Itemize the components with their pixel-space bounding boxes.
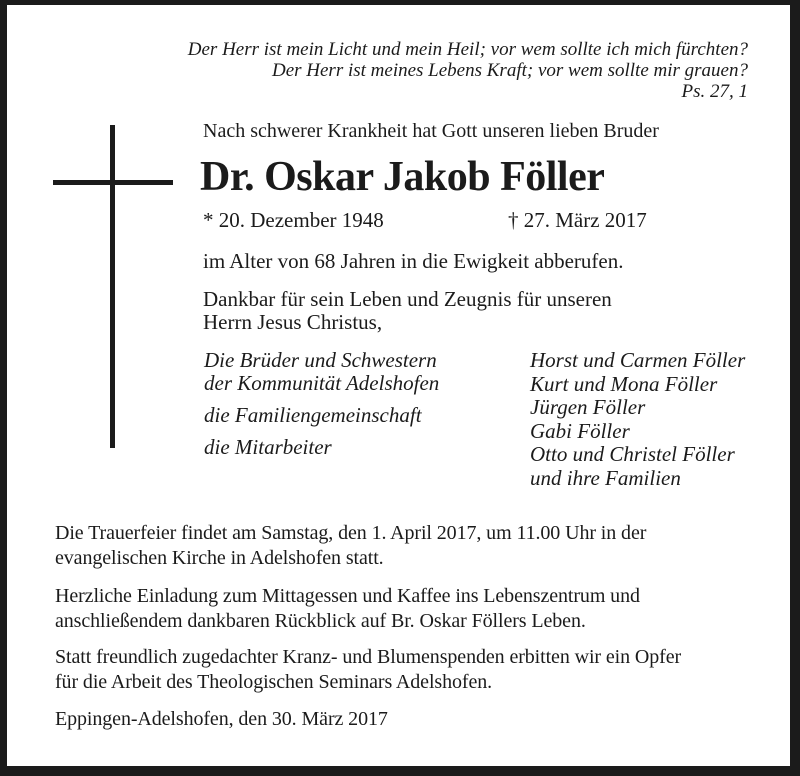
gratitude-lines [203, 288, 612, 334]
deceased-name: Dr. Oskar Jakob Föller [200, 154, 605, 200]
mourners-right-column [530, 349, 745, 491]
epigraph-line: Der Herr ist meines Lebens Kraft; vor wem sollte mir grauen? [271, 60, 748, 81]
mourner-line: der Kommunität Adelshofen [204, 371, 440, 395]
funeral-paragraph [55, 521, 646, 571]
donation-line: Statt freundlich zugedachter Kranz- und Blumenspenden erbitten wir ein Opfer [55, 646, 682, 668]
funeral-line: evangelischen Kirche in Adelshofen statt. [55, 547, 384, 569]
mourner-line: Horst und Carmen Föller [530, 348, 746, 372]
invitation-paragraph [55, 584, 640, 634]
announcement-intro: Nach schwerer Krankheit hat Gott unseren lieben Bruder [203, 120, 659, 142]
mourner-line: Otto und Christel Föller [530, 442, 735, 467]
cross-horizontal-bar [53, 180, 173, 185]
death-date: † 27. März 2017 [508, 208, 647, 232]
mourner-line: Die Brüder und Schwestern [204, 348, 437, 372]
donation-line: für die Arbeit des Theologischen Seminars Adelshofen. [55, 671, 493, 693]
invitation-line: anschließendem dankbaren Rückblick auf Br. Oskar Föllers Leben. [55, 610, 586, 632]
mourner-line: Jürgen Föller [530, 395, 646, 420]
mourner-line: die Mitarbeiter [204, 435, 332, 459]
epigraph-source: Ps. 27, 1 [681, 81, 748, 102]
dateline: Eppingen-Adelshofen, den 30. März 2017 [55, 708, 388, 730]
donation-paragraph [55, 645, 681, 695]
epigraph-line: Der Herr ist mein Licht und mein Heil; vor wem sollte ich mich fürchten? [187, 39, 748, 60]
invitation-line: Herzliche Einladung zum Mittagessen und Kaffee ins Lebenszentrum und [55, 585, 640, 607]
mourner-line: Gabi Föller [530, 418, 630, 443]
gratitude-line: Herrn Jesus Christus, [203, 310, 383, 334]
cross-vertical-bar [110, 125, 115, 448]
epigraph [188, 39, 748, 102]
mourner-line: die Familiengemeinschaft [204, 403, 422, 427]
mourner-line: und ihre Familien [530, 465, 681, 490]
mourners-left-column [204, 349, 439, 459]
age-line: im Alter von 68 Jahren in die Ewigkeit abberufen. [203, 249, 624, 273]
mourner-line: Kurt und Mona Föller [530, 371, 718, 396]
gratitude-line: Dankbar für sein Leben und Zeugnis für unseren [203, 287, 612, 311]
funeral-line: Die Trauerfeier findet am Samstag, den 1. April 2017, um 11.00 Uhr in der [55, 522, 647, 544]
birth-date: * 20. Dezember 1948 [203, 208, 384, 232]
